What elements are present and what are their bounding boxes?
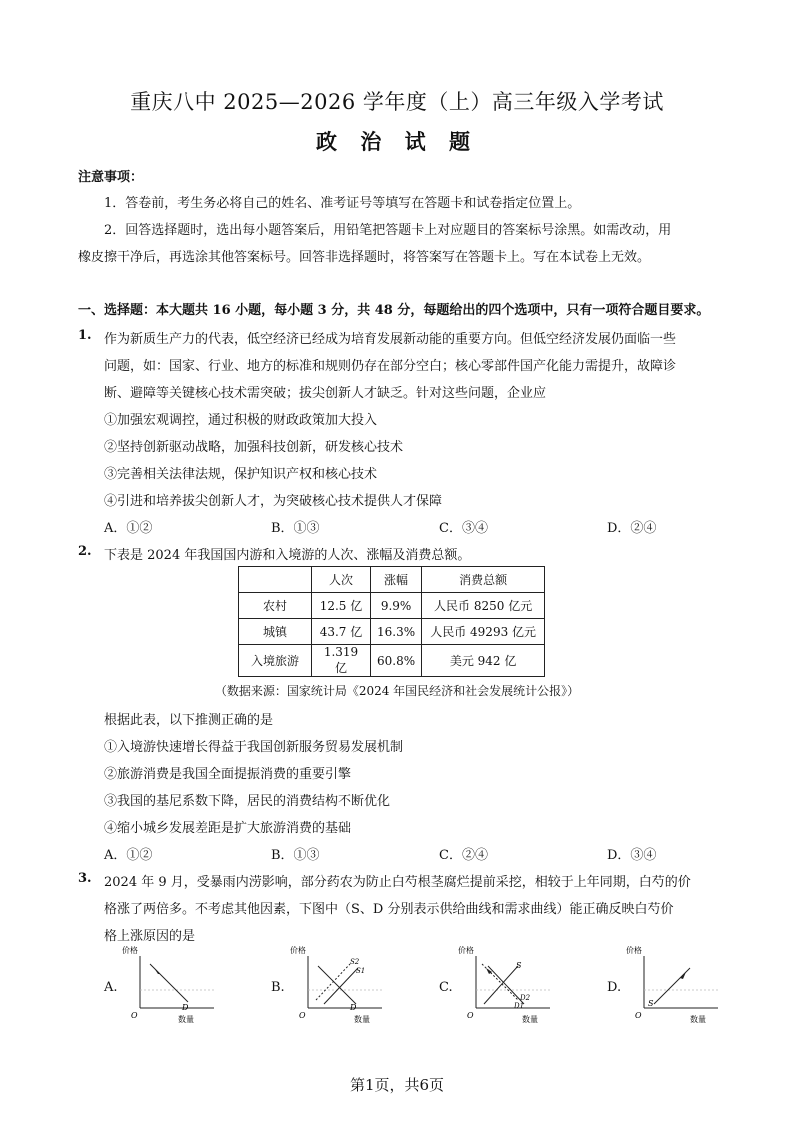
question-prompt: 根据此表，以下推测正确的是 (104, 713, 274, 728)
origin-label: O (635, 1011, 642, 1020)
demand-curve (318, 966, 356, 1004)
table-row (239, 645, 545, 677)
table-header-row (239, 567, 545, 593)
option-c: C．③④ (439, 521, 488, 536)
graph-a-letter: A. (104, 980, 118, 995)
origin-label: O (467, 1011, 474, 1020)
graph-d-x-axis-label: 数量 (690, 1015, 706, 1024)
question-number: 3. (78, 871, 92, 886)
exam-title: 重庆八中 2025—2026 学年度（上）高三年级入学考试 (130, 90, 664, 114)
statement-2: ②旅游消费是我国全面提振消费的重要引擎 (104, 767, 352, 782)
arrow-icon (680, 972, 686, 979)
table-cell: 1.319 亿 (312, 645, 371, 677)
statement-3: ③我国的基尼系数下降，居民的消费结构不断优化 (104, 794, 391, 809)
notice-item-2-line-2: 橡皮擦干净后，再选涂其他答案标号。回答非选择题时，将答案写在答题卡上。写在本试卷上无效。 (78, 250, 651, 265)
option-b: B．①③ (271, 521, 320, 536)
exam-subject: 政 治 试 题 (316, 129, 478, 154)
statement-2: ②坚持创新驱动战略，加强科技创新，研发核心技术 (104, 440, 404, 455)
question-number: 2. (78, 544, 92, 559)
option-a: A．①② (104, 848, 153, 863)
question-stem-line: 格上涨原因的是 (104, 929, 196, 944)
graph-c-x-axis-label: 数量 (522, 1015, 538, 1024)
table-cell: 60.8% (371, 645, 422, 677)
table-cell: 9.9% (371, 593, 422, 619)
table-header-cell (239, 567, 312, 593)
option-d: D．②④ (607, 521, 657, 536)
question-stem-line: 格涨了两倍多。不考虑其他因素，下图中（S、D 分别表示供给曲线和需求曲线）能正确反映白芍价 (104, 902, 674, 917)
graph-d-y-axis-label: 价格 (626, 946, 642, 955)
option-c: C．②④ (439, 848, 488, 863)
graph-c-y-axis-label: 价格 (458, 946, 474, 955)
tourism-stats-table (238, 566, 545, 677)
table-source-caption: （数据来源：国家统计局《2024 年国民经济和社会发展统计公报》） (214, 684, 580, 698)
curve-label: D (350, 1003, 357, 1012)
section-heading: 一、选择题：本大题共 16 小题，每小题 3 分，共 48 分，每题给出的四个选项中，只有一项符合题目要求。 (78, 303, 710, 318)
graph-d-letter: D. (607, 980, 622, 995)
graph-d (624, 942, 724, 1024)
statement-1: ①入境游快速增长得益于我国创新服务贸易发展机制 (104, 740, 404, 755)
graph-a-y-axis-label: 价格 (122, 946, 138, 955)
graph-a (120, 942, 220, 1024)
question-stem-line: 2024 年 9 月，受暴雨内涝影响，部分药农为防止白芍根茎腐烂提前采挖，相较于上年同期，白芍的价 (104, 875, 691, 890)
demand-curve-d1 (488, 966, 524, 1004)
table-row (239, 593, 545, 619)
curve-label: D2 (520, 994, 531, 1002)
graph-b-y-axis-label: 价格 (290, 946, 306, 955)
table-cell: 12.5 亿 (312, 593, 371, 619)
table-cell: 入境旅游 (239, 645, 312, 677)
curve-label: D1 (514, 1002, 525, 1010)
question-stem-line: 断、避障等关键核心技术需突破；拔尖创新人才缺乏。针对这些问题，企业应 (104, 386, 547, 401)
curve-label: D (182, 1003, 189, 1012)
option-d: D．③④ (607, 848, 657, 863)
curve-label: S2 (350, 958, 360, 966)
table-cell: 美元 942 亿 (422, 645, 545, 677)
statement-3: ③完善相关法律法规，保护知识产权和核心技术 (104, 467, 378, 482)
statement-4: ④缩小城乡发展差距是扩大旅游消费的基础 (104, 821, 352, 836)
notice-item-2-line-1: 2．回答选择题时，选出每小题答案后，用铅笔把答题卡上对应题目的答案标号涂黑。如需改动，用 (104, 223, 672, 238)
table-header-cell: 消费总额 (422, 567, 545, 593)
graph-b (288, 942, 388, 1024)
question-number: 1. (78, 328, 92, 343)
notice-item-1: 1．答卷前，考生务必将自己的姓名、准考证号等填写在答题卡和试卷指定位置上。 (104, 196, 581, 211)
curve-label: S1 (356, 967, 366, 975)
table-row (239, 619, 545, 645)
origin-label: O (131, 1011, 138, 1020)
question-stem-line: 作为新质生产力的代表，低空经济已经成为培育发展新动能的重要方向。但低空经济发展仍面临一些 (104, 332, 677, 347)
table-cell: 16.3% (371, 619, 422, 645)
question-stem-line: 下表是 2024 年我国国内游和入境游的人次、涨幅及消费总额。 (104, 548, 471, 563)
table-cell: 43.7 亿 (312, 619, 371, 645)
page-number: 第1页，共6页 (349, 1076, 445, 1094)
table-cell: 人民币 8250 亿元 (422, 593, 545, 619)
option-b: B．①③ (271, 848, 320, 863)
graph-a-x-axis-label: 数量 (178, 1015, 194, 1024)
statement-1: ①加强宏观调控，通过积极的财政政策加大投入 (104, 413, 378, 428)
option-a: A．①② (104, 521, 153, 536)
graph-b-x-axis-label: 数量 (354, 1015, 370, 1024)
curve-label: S (648, 999, 654, 1008)
notice-heading: 注意事项： (78, 170, 144, 185)
table-cell: 农村 (239, 593, 312, 619)
table-cell: 人民币 49293 亿元 (422, 619, 545, 645)
graph-b-letter: B. (271, 980, 285, 995)
table-header-cell: 涨幅 (371, 567, 422, 593)
curve-label: S (516, 961, 522, 970)
table-header-cell: 人次 (312, 567, 371, 593)
statement-4: ④引进和培养拔尖创新人才，为突破核心技术提供人才保障 (104, 494, 443, 509)
table-cell: 城镇 (239, 619, 312, 645)
graph-c (456, 942, 556, 1024)
origin-label: O (299, 1011, 306, 1020)
question-stem-line: 问题，如：国家、行业、地方的标准和规则仍存在部分空白；核心零部件国产化能力需提升，故障诊 (104, 359, 677, 374)
graph-c-letter: C. (439, 980, 453, 995)
